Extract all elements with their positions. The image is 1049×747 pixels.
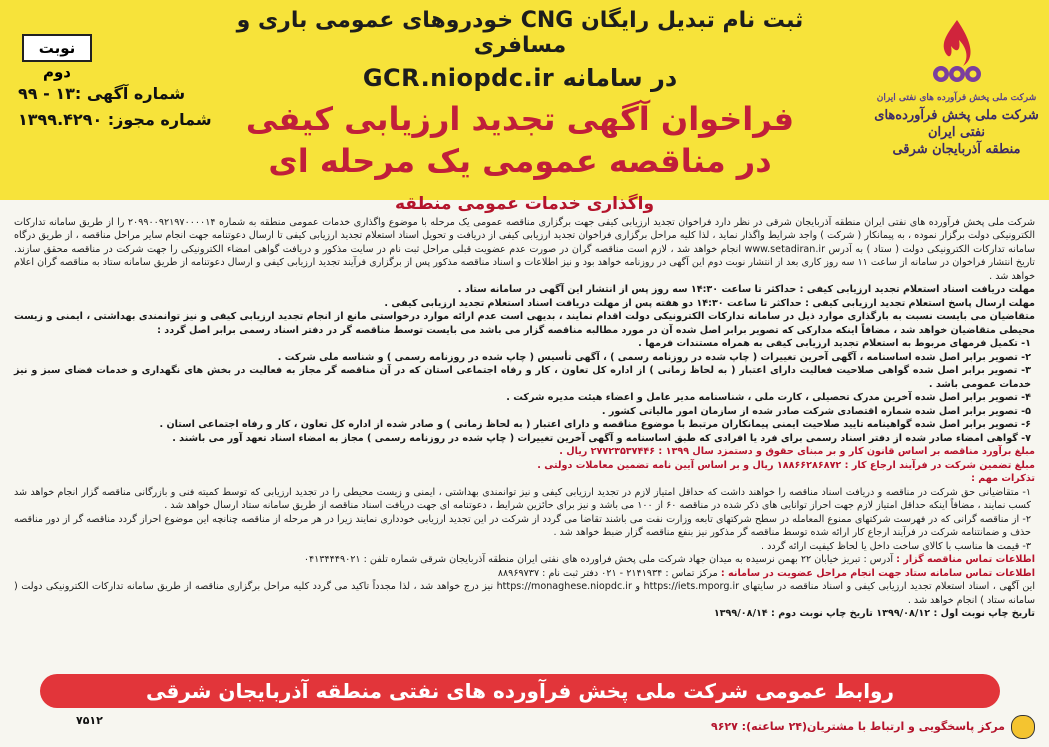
note-item: ۲- از مناقصه گرانی که در فهرست شرکتهای ممنوع المعامله در سطح شرکتهای تابعه وزارت نفت می باشند تقاضا می گردد از شرکت در این تجدید ارزیابی خودداری نمایند زیرا در هر مرحله از مناقصه چنانچه این موضوع احراز گردد مناقصه گر از دور مناقصه حذف و ضمانتنامه شرکت در فرآیند ارجاع کار ارائه شده توسط مناقصه گر مذکور نیز بنفع مناقصه گزار ضبط خواهد شد .	[14, 513, 1031, 538]
deadline-submit: مهلت ارسال پاسخ استعلام تجدید ارزیابی کیفی : حداکثر تا ساعت ۱۴:۳۰ دو هفته پس از مهلت دریافت اسناد استعلام تجدید ارزیابی کیفی .	[384, 297, 1035, 309]
intro-paragraph: شرکت ملی پخش فرآورده های نفتی ایران منطقه آذربایجان شرقی در نظر دارد فراخوان تجدید ارزیابی کیفی جهت برگزاری مناقصه عمومی یک مرحله با موضوع واگذاری خدمات عمومی منطقه به شماره ۲۰۹۹۰۰۹۲۱۹۷۰۰۰۰۱۴ را از طریق سامانه تدارکات الکترونیکی دولت برگزار نموده ، به پیمانکار ( شرکت ) واجد شرایط واگذار نماید ، لذا کلیه مراحل برگزاری فراخوان تجدید ارزیابی کیفی از دریافت و تحویل اسناد استعلام تجدید ارزیابی کیفی تا ارسال دعوتنامه جهت انجام سایر مراحل مناقصه ، از طریق درگاه سامانه تدارکات الکترونیکی دولت ( ستاد ) به آدرس www.setadiran.ir انجام خواهد شد ، لازم است مناقصه گران در صورت عدم عضویت قبلی مراحل ثبت نام در سایت مذکور و دریافت گواهی امضاء الکترونیکی را جهت شرکت در مناقصه محقق سازند. تاریخ انتشار فراخوان در سامانه از ساعت ۱۱ سه روز کاری بعد از انتشار نوبت دوم این آگهی در روزنامه خواهد بود و نیز اطلاعات و اسناد مناقصه مذکور پس از برگزاری فرآیند تجدید ارزیابی کیفی و ارسال دعوتنامه از طریق سامانه ستاد به مناقصه گران اعلام خواهد شد .	[14, 216, 1035, 282]
docs-intro: متقاضیان می بایست نسبت به بارگذاری موارد ذیل در سامانه تدارکات الکترونیکی دولت اقدام نمایند ، بدیهی است عدم ارائه موارد درخواستی مانع از انجام تجدید ارزیابی کیفی و نیز توانمندی بهداشتی ، ایمنی و زیست محیطی متقاضیان خواهد شد ، مضافاً اینکه مدارکی که تصویر برابر اصل شده آن در مورد مطالبه مناقصه گزار می باشد می بایست توسط مناقصه گر در دفتر اسناد رسمی برابر اصل گردد :	[14, 311, 1035, 336]
notes-title: تذکرات مهم :	[971, 473, 1035, 484]
list-item: ۳- تصویر برابر اصل شده گواهی صلاحیت فعالیت دارای اعتبار ( به لحاظ زمانی ) از اداره کل تعاون ، کار و رفاه اجتماعی استان که در آن مناقصه گر مجاز به فعالیت در بخش های نگهداری و خدمات فضای سبز و نیز خدمات عمومی باشد .	[14, 365, 1031, 390]
flame-logo-icon	[927, 16, 987, 86]
publish-note: این آگهی ، اسناد استعلام تجدید ارزیابی کیفی و اسناد مناقصه در سایتهای https://iets.mporg.ir و https://monaghese.niopdc.ir نیز درج خواهد شد ، لذا مجدداً تاکید می گردد کلیه مراحل برگزاری مناقصه از طریق سامانه تدارکات الکترونیکی دولت ( سامانه ستاد ) انجام خواهد شد .	[14, 581, 1036, 606]
setad-label: اطلاعات تماس سامانه ستاد جهت انجام مراحل عضویت در سامانه :	[720, 567, 1035, 579]
list-item: ۵- تصویر برابر اصل شده شماره اقتصادی شرکت صادر شده از سازمان امور مالیاتی کشور .	[601, 405, 1031, 417]
print-dates: تاریخ چاپ نوبت اول : ۱۳۹۹/۰۸/۱۲ تاریخ چاپ نوبت دوم : ۱۳۹۹/۰۸/۱۴	[713, 608, 1035, 619]
title-block	[190, 4, 850, 180]
ad-subtitle: واگذاری خدمات عمومی منطقه	[394, 194, 655, 214]
headline-2: در مناقصه عمومی یک مرحله ای	[268, 142, 772, 180]
hotline-text: مرکز پاسخگویی و ارتباط با مشتریان(۲۴ ساعته): ۹۶۲۷	[710, 720, 1005, 733]
contact-line	[14, 553, 1035, 567]
headline-1: فراخوان آگهی تجدید ارزیابی کیفی	[245, 100, 795, 138]
cng-website: در سامانه GCR.niopdc.ir	[362, 64, 678, 92]
note-item: ۳- قیمت ها مناسب با کالای ساخت داخل یا لحاظ کیفیت ارائه گردد .	[761, 540, 1031, 552]
logo-text-1: شرکت ملی پخش فرآورده های نفتی ایران	[876, 93, 1037, 103]
guarantee-amount: مبلغ تضمین شرکت در فرآیند ارجاع کار : ۱۸۸۶۶۲۸۶۸۷۲ ریال و بر اساس آیین نامه تضمین معاملات دولتی .	[537, 459, 1035, 471]
round-badge: نوبت دوم	[22, 34, 92, 62]
setad-line	[14, 567, 1035, 581]
permit-number: شماره مجوز: ۱۳۹۹.۴۲۹۰	[18, 110, 212, 129]
ad-number: شماره آگهی :۱۳ - ۹۹	[18, 84, 186, 103]
list-item: ۱- تکمیل فرمهای مربوط به استعلام تجدید ارزیابی کیفی به همراه مستندات فرمها .	[638, 338, 1031, 349]
header-band	[0, 0, 1049, 200]
logo-text-2: شرکت ملی پخش فرآورده‌های نفتی ایران	[874, 108, 1039, 140]
logo-text-3: منطقه آذربایجان شرقی	[892, 142, 1021, 157]
call-center-icon	[1011, 715, 1035, 739]
footer-banner: روابط عمومی شرکت ملی پخش فرآورده های نفتی منطقه آذربایجان شرقی	[40, 674, 1000, 708]
list-item: ۲- تصویر برابر اصل شده اساسنامه ، آگهی آخرین تغییرات ( چاپ شده در روزنامه رسمی ) ، آگهی تأسیس ( چاپ شده در روزنامه رسمی ) و شناسه ملی شرکت .	[277, 351, 1031, 363]
setad-text: مرکز تماس : ۲۱۴۱۹۳۴ - ۰۲۱ دفتر ثبت نام : ۸۸۹۶۹۷۳۷	[497, 567, 718, 579]
ad-body	[14, 196, 1035, 668]
contact-label: اطلاعات تماس مناقصه گزار :	[896, 554, 1035, 565]
list-item: ۶- تصویر برابر اصل شده گواهینامه تایید صلاحیت ایمنی پیمانکاران مرتبط با موضوع مناقصه و دارای اعتبار ( به لحاظ زمانی ) و صادر شده از اداره کل تعاون ، کار و رفاه اجتماعی استان .	[159, 419, 1031, 430]
cng-title: ثبت نام تبدیل رایگان CNG خودروهای عمومی باری و مسافری	[236, 8, 804, 58]
deadline-receive: مهلت دریافت اسناد استعلام تجدید ارزیابی کیفی : حداکثر تا ساعت ۱۴:۳۰ سه روز پس از انتشار این آگهی در سامانه ستاد .	[457, 284, 1035, 295]
estimate-amount: مبلغ برآورد مناقصه بر اساس قانون کار و بر مبنای حقوق و دستمزد سال ۱۳۹۹ : ۲۷۷۲۳۵۳۷۴۴۶ ریال .	[559, 446, 1035, 457]
footer-code: ۷۵۱۲	[76, 714, 103, 727]
note-item: ۱- متقاضیانی حق شرکت در مناقصه و دریافت اسناد مناقصه را خواهند داشت که حداقل امتیاز لازم در تجدید ارزیابی کیفی و نیز توانمندی بهداشتی ، ایمنی و زیست محیطی را در تجدید ارزیابی که توسط کمیته فنی و بازرگانی مناقصه گزار انجام خواهد شد کسب نمایند ، مضافاً اینکه حداقل امتیاز لازم جهت احراز توانایی های ذکر شده در مناقصه ۶۰ از ۱۰۰ می باشد و نیز برای حائزین شرایط ، دعوتنامه ای جهت دریافت اسناد مناقصه از طریق سامانه ستاد ارسال خواهد شد .	[14, 486, 1031, 511]
company-logo	[874, 10, 1039, 195]
list-item: ۴- تصویر برابر اصل شده آخرین مدرک تحصیلی ، کارت ملی ، شناسنامه مدیر عامل و اعضاء هیئت مدیره شرکت .	[506, 392, 1031, 403]
hotline	[711, 715, 1035, 739]
contact-text: آدرس : تبریز خیابان ۲۲ بهمن نرسیده به میدان جهاد شرکت ملی پخش فراورده های نفتی ایران منطقه آذربایجان شرقی شماره تلفن : ۰۴۱۳۴۴۴۹۰۲۱	[303, 554, 894, 565]
list-item: ۷- گواهی امضاء صادر شده از دفتر اسناد رسمی برای فرد یا افرادی که طبق اساسنامه و آگهی آخرین تغییرات ( چاپ شده در روزنامه رسمی ) مجاز به امضاء اسناد تعهد آور می باشند .	[172, 432, 1031, 444]
